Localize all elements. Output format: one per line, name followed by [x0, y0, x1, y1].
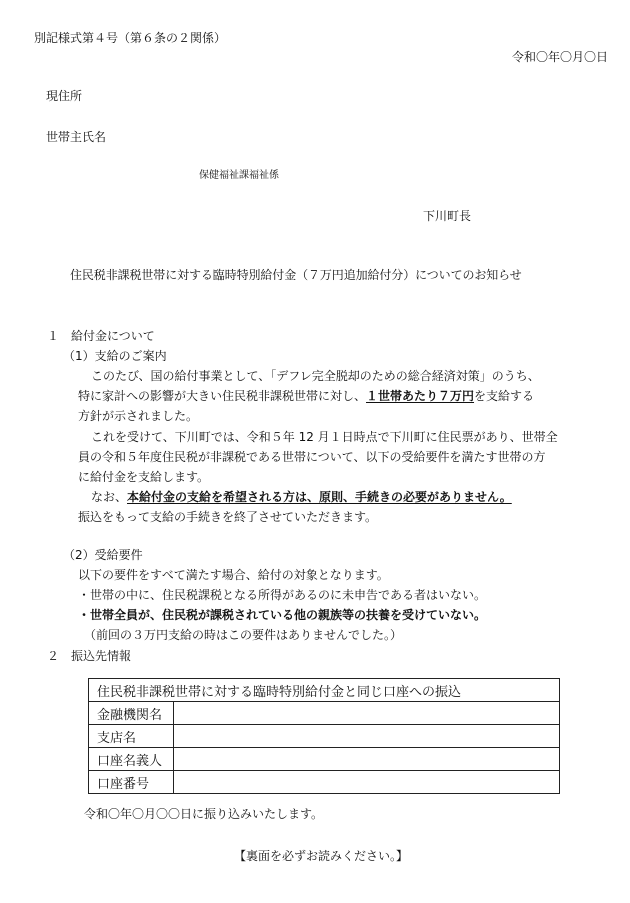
sub2-heading: （2）受給要件 [63, 548, 143, 562]
paragraph1-line2-text: 特に家計への影響が大きい住民税非課税世帯に対し、 [78, 389, 367, 403]
transfer-date-notice: 令和〇年〇月〇〇日に振り込みいたします。 [84, 807, 324, 821]
department-label: 保健福祉課福祉係 [199, 170, 279, 181]
bank-name-field [174, 702, 560, 725]
paragraph1-line2 [78, 388, 534, 404]
no-procedure-notice: 本給付金の支給を希望される方は、原則、手続きの必要がありません。 [127, 490, 512, 504]
householder-label: 世帯主氏名 [46, 130, 107, 144]
requirement-2: ・世帯全員が、住民税が課税されている他の親族等の扶養を受けていない。 [78, 608, 487, 622]
bank-table-header: 住民税非課税世帯に対する臨時特別給付金と同じ口座への振込 [89, 679, 560, 702]
paragraph3-line2: 振込をもって支給の手続きを終了させていただきます。 [78, 510, 378, 524]
paragraph2-line2: 員の令和５年度住民税が非課税である世帯について、以下の受給要件を満たす世帯の方 [78, 450, 546, 464]
requirement-1: ・世帯の中に、住民税課税となる所得があるのに未申告である者はいない。 [78, 588, 487, 602]
account-holder-label: 口座名義人 [89, 748, 174, 771]
address-label: 現住所 [46, 89, 83, 103]
paragraph3-line1 [91, 489, 512, 505]
account-holder-field [174, 748, 560, 771]
branch-name-label: 支店名 [89, 725, 174, 748]
branch-name-field [174, 725, 560, 748]
sub1-heading: （1）支給のご案内 [63, 349, 167, 363]
paragraph2-line1: これを受けて、下川町では、令和５年 12 月１日時点で下川町に住民票があり、世帯全 [91, 430, 558, 444]
paragraph1-line3: 方針が示されました。 [78, 409, 199, 423]
paragraph3-lead: なお、 [91, 490, 128, 504]
form-label: 別記様式第４号（第６条の２関係） [34, 31, 227, 45]
bank-account-table [88, 678, 560, 794]
mayor-label: 下川町長 [423, 209, 472, 223]
account-number-field [174, 771, 560, 794]
document-date: 令和〇年〇月〇日 [511, 50, 608, 64]
section1-heading: １ 給付金について [47, 329, 155, 343]
paragraph1-line1: このたび、国の給付事業として、「デフレ完全脱却のための総合経済対策」のうち、 [91, 369, 540, 383]
section2-heading: ２ 振込先情報 [47, 649, 132, 663]
requirement-note: （前回の３万円支給の時はこの要件はありませんでした。） [84, 628, 403, 642]
read-reverse-notice: 【裏面を必ずお読みください。】 [233, 849, 408, 863]
paragraph1-line2-tail: を支給する [474, 389, 535, 403]
document-title: 住民税非課税世帯に対する臨時特別給付金（７万円追加給付分）についてのお知らせ [70, 268, 522, 282]
amount-highlight: １世帯あたり７万円 [366, 389, 475, 403]
requirements-intro: 以下の要件をすべて満たす場合、給付の対象となります。 [78, 568, 389, 582]
bank-name-label: 金融機関名 [89, 702, 174, 725]
paragraph2-line3: に給付金を支給します。 [78, 470, 210, 484]
account-number-label: 口座番号 [89, 771, 174, 794]
